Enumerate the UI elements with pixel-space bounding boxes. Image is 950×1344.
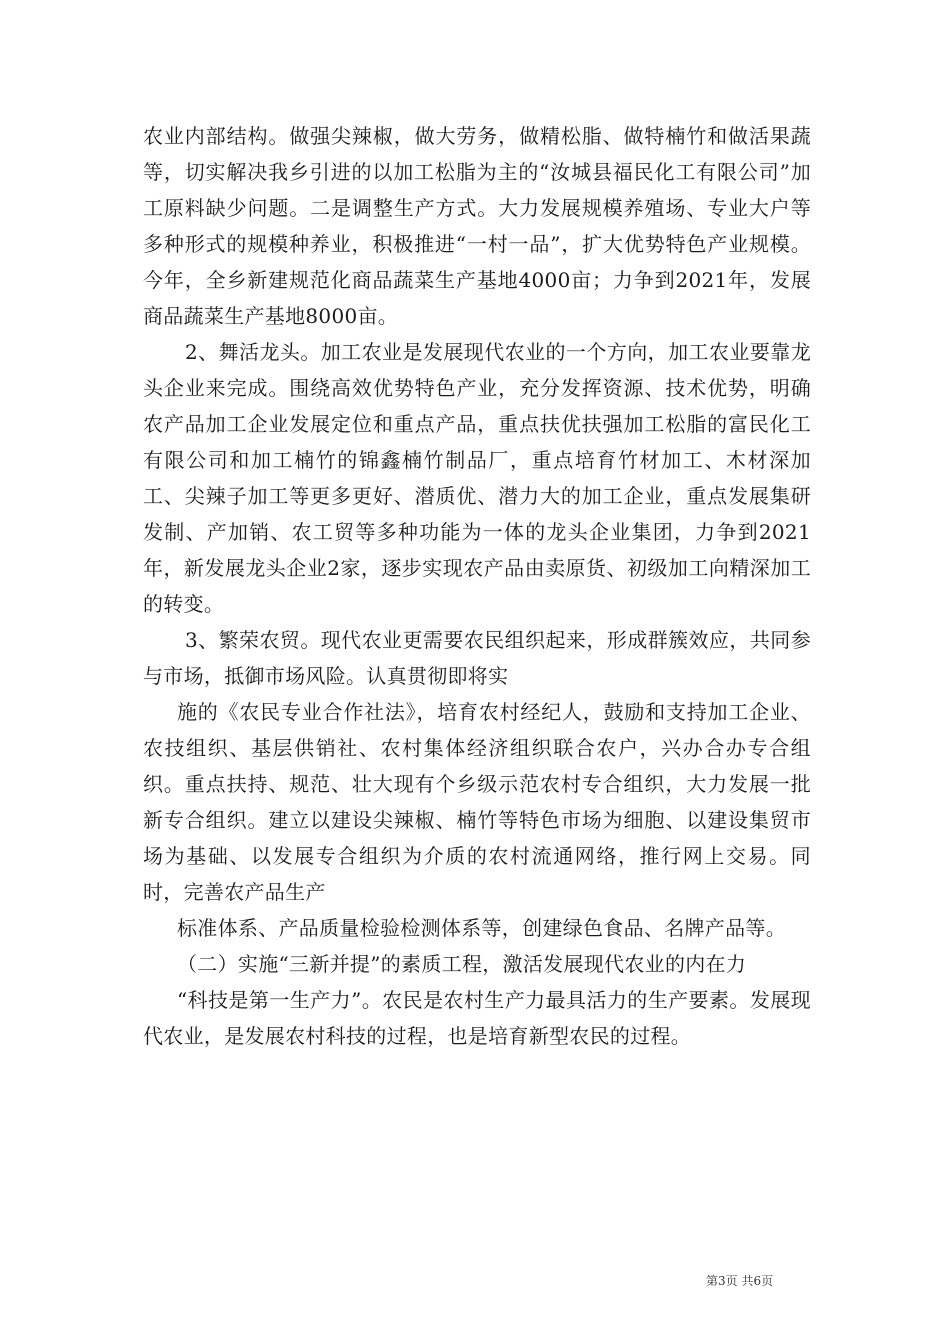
section-heading-quality-project: （二）实施“三新并提”的素质工程，激活发展现代农业的内在力 [177,952,747,976]
paragraph-dragon-head: 2、舞活龙头。加工农业是发展现代农业的一个方向，加工农业要靠龙头企业来完成。围绕高效优势特色产业，充分发挥资源、技术优势，明确农产品加工企业发展定位和重点产品，重点扶优扶强加工松脂的富民化工有限公司和加工楠竹的锦鑫楠竹制品厂，重点培育竹材加工、木材深加工、尖辣子加工等更多更好、潜质优、潜力大的加工企业，重点发展集研发制、产加销、农工贸等多种功能为一体的龙头企业集团，力争到2021年，新发展龙头企业2家，逐步实现农产品由卖原货、初级加工向精深加工的转变。 [143,340,811,616]
paragraph-standards: 标准体系、产品质量检验检测体系等，创建绿色食品、名牌产品等。 [177,916,786,940]
footer-prefix: 第 [706,1274,719,1288]
body-text [143,118,811,1054]
footer-current-page: 3 [718,1274,726,1288]
paragraph-cooperatives: 施的《农民专业合作社法》，培育农村经纪人，鼓励和支持加工企业、农技组织、基层供销社、农村集体经济组织联合农户，兴办合办专合组织。重点扶持、规范、壮大现有个乡级示范农村专合组织，大力发展一批新专合组织。建立以建设尖辣椒、楠竹等特色市场为细胞、以建设集贸市场为基础、以发展专合组织为介质的农村流通网络，推行网上交易。同时，完善农产品生产 [143,700,811,904]
footer-suffix: 页 [761,1274,774,1288]
paragraph-agri-trade: 3、繁荣农贸。现代农业更需要农民组织起来，形成群簇效应，共同参与市场，抵御市场风险。认真贯彻即将实 [143,628,811,688]
page-number-footer [706,1272,773,1289]
paragraph-agri-structure: 农业内部结构。做强尖辣椒，做大劳务，做精松脂、做特楠竹和做活果蔬等，切实解决我乡引进的以加工松脂为主的“汝城县福民化工有限公司”加工原料缺少问题。二是调整生产方式。大力发展规模养殖场、专业大户等多种形式的规模种养业，积极推进“一村一品”，扩大优势特色产业规模。今年，全乡新建规范化商品蔬菜生产基地4000亩；力争到2021年，发展商品蔬菜生产基地8000亩。 [143,124,811,328]
paragraph-technology: “科技是第一生产力”。农民是农村生产力最具活力的生产要素。发展现代农业，是发展农村科技的过程，也是培育新型农民的过程。 [143,988,811,1048]
footer-total-pages: 6 [753,1274,762,1288]
footer-middle: 页 共 [725,1274,754,1288]
